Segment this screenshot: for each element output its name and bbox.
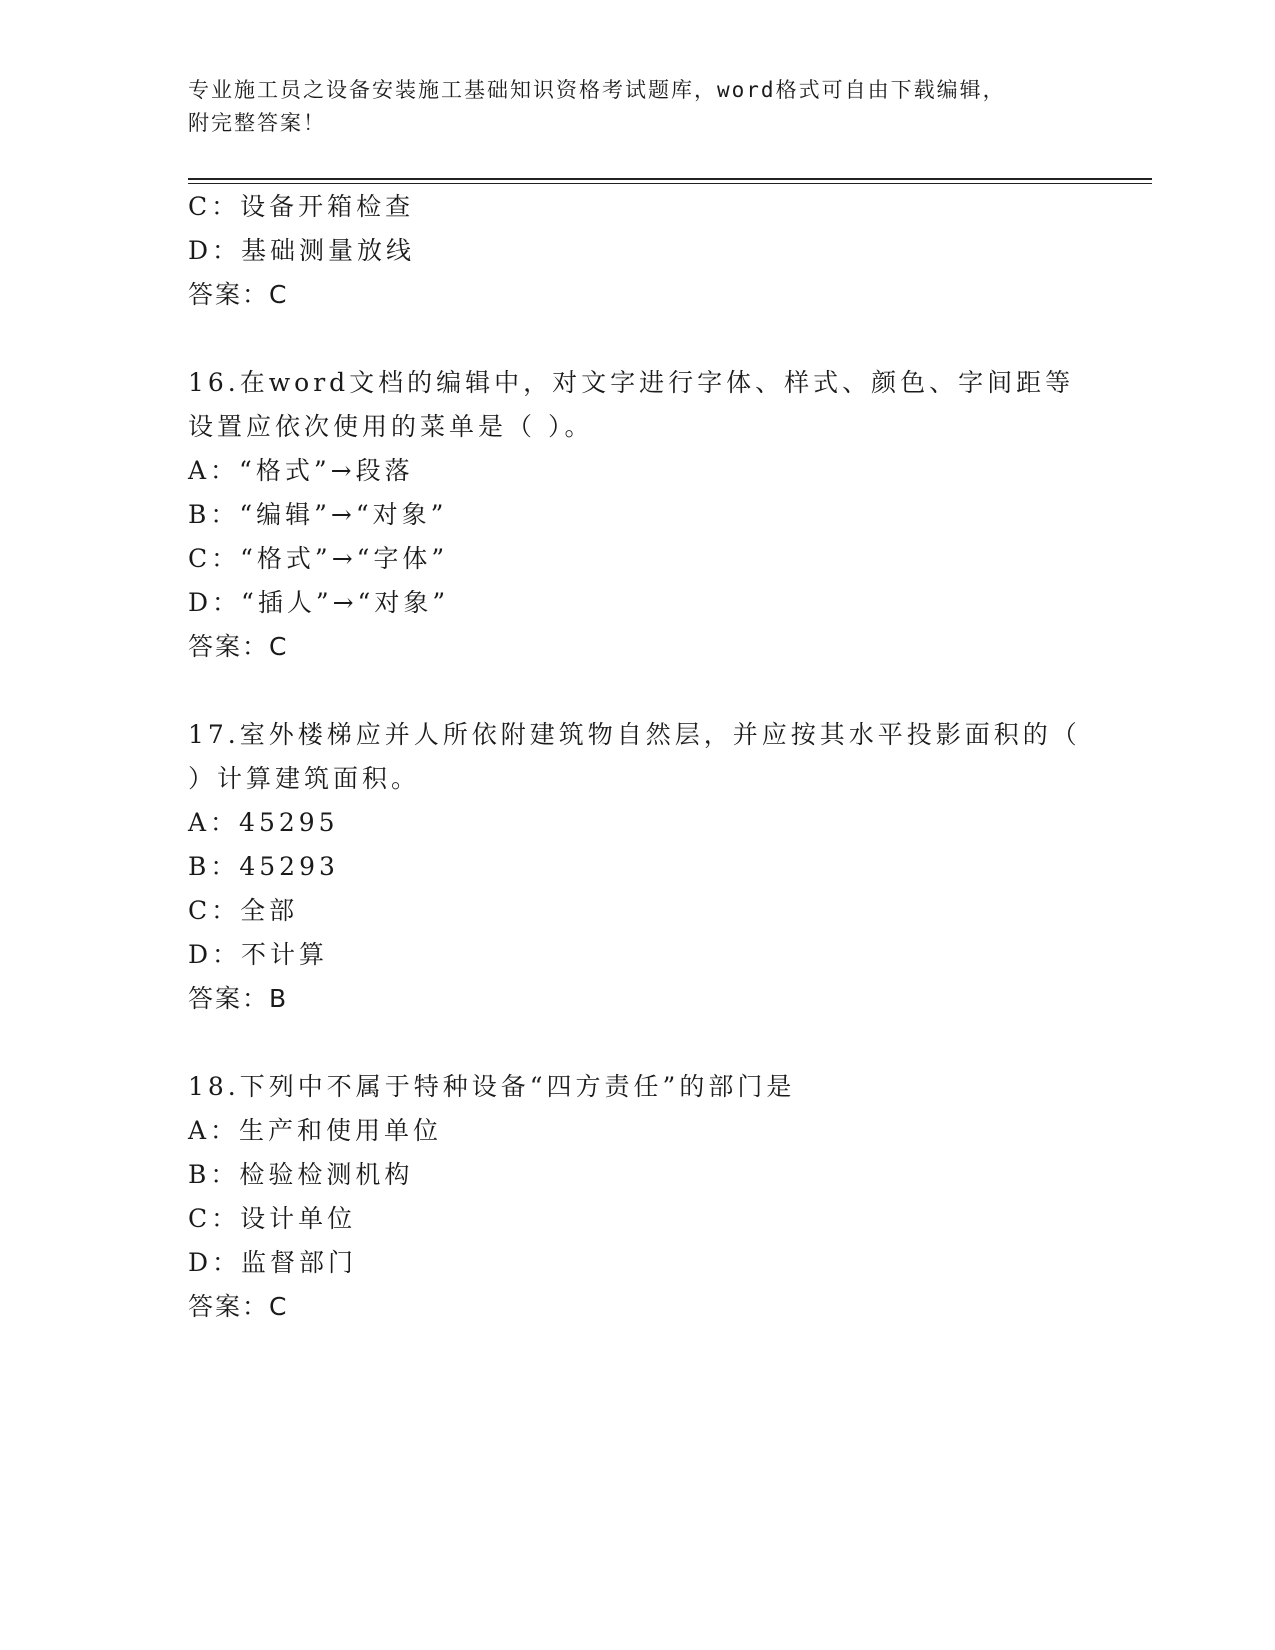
q18-answer: 答案：C [188,1292,289,1321]
prev-option-c: C：设备开箱检查 [188,192,415,221]
prev-option-d: D：基础测量放线 [188,236,416,265]
header-line-2: 附完整答案！ [188,111,326,135]
q16-stem-line-2: 设置应依次使用的菜单是（ ）。 [188,412,594,441]
header-rule-thin [188,183,1152,184]
q18-option-c: C：设计单位 [188,1204,357,1233]
q18-option-a: A：生产和使用单位 [188,1116,443,1145]
q17-option-a: A：45295 [188,808,339,837]
q16-answer: 答案：C [188,632,289,661]
q18-stem-line-1: 18.下列中不属于特种设备“四方责任”的部门是 [188,1072,796,1101]
q17-answer: 答案：B [188,984,289,1013]
q18-option-d: D：监督部门 [188,1248,358,1277]
prev-answer: 答案：C [188,280,289,309]
q17-option-c: C：全部 [188,896,299,925]
q16-option-c: C：“格式”→“字体” [188,544,449,573]
document-header [188,74,1088,140]
q16-option-a: A：“格式”→段落 [188,456,414,485]
q17-stem-line-2: ）计算建筑面积。 [188,764,421,793]
q17-option-b: B：45293 [188,852,339,881]
q16-stem-line-1: 16.在word文档的编辑中，对文字进行字体、样式、颜色、字间距等 [188,368,1075,397]
q16-option-b: B：“编辑”→“对象” [188,500,448,529]
header-line-1: 专业施工员之设备安装施工基础知识资格考试题库，word格式可自由下载编辑， [188,78,1006,102]
header-rule-thick [188,178,1152,180]
q17-stem-line-1: 17.室外楼梯应并人所依附建筑物自然层，并应按其水平投影面积的（ [188,720,1081,749]
q17-option-d: D：不计算 [188,940,329,969]
q18-option-b: B：检验检测机构 [188,1160,414,1189]
q16-option-d: D：“插人”→“对象” [188,588,450,617]
